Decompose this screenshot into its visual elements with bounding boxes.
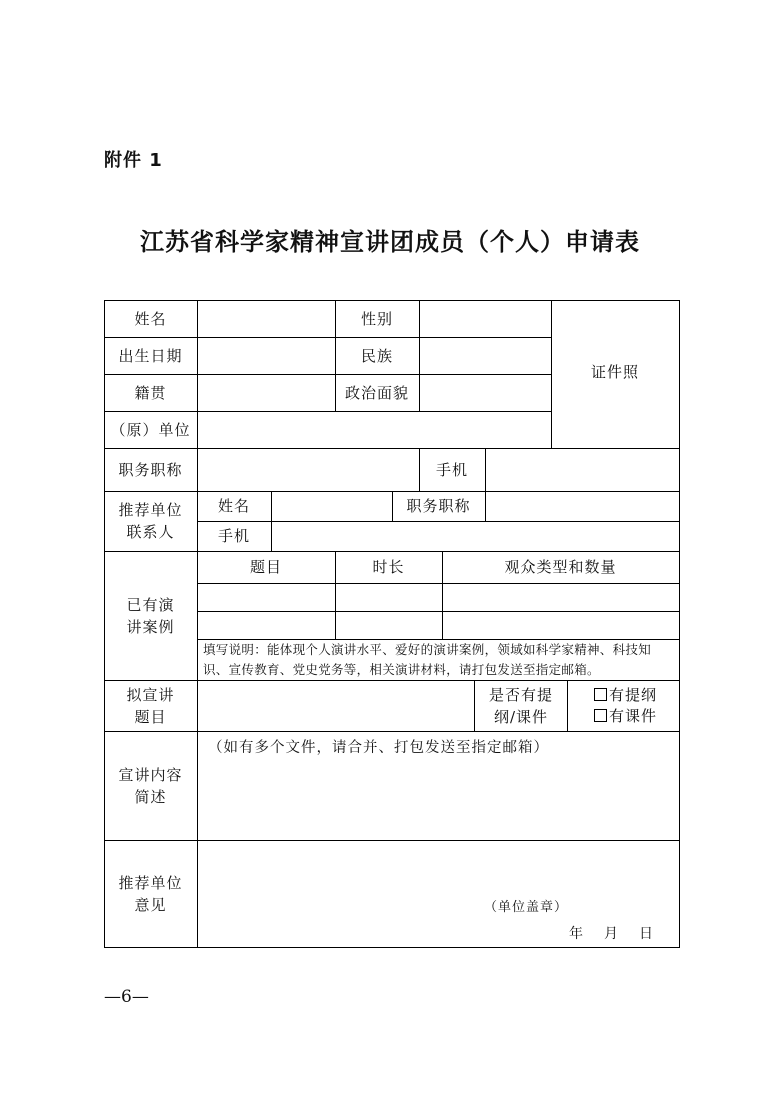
cases-col-audience: 观众类型和数量 bbox=[504, 558, 617, 576]
cases-col-topic: 题目 bbox=[249, 558, 282, 576]
contact-mobile-field[interactable] bbox=[271, 521, 679, 551]
mobile-label: 手机 bbox=[435, 460, 468, 479]
case-2-audience-field[interactable] bbox=[442, 611, 679, 639]
name-label: 姓名 bbox=[134, 309, 167, 328]
native-place-field[interactable] bbox=[197, 374, 335, 411]
proposed-topic-field[interactable] bbox=[197, 680, 474, 731]
gender-field[interactable] bbox=[419, 300, 551, 337]
name-field[interactable] bbox=[197, 300, 335, 337]
contact-title-label: 职务职称 bbox=[406, 497, 471, 515]
option-outline-label: 有提纲 bbox=[609, 685, 658, 704]
job-title-label: 职务职称 bbox=[118, 460, 183, 479]
date-month-label: 月 bbox=[604, 926, 618, 942]
case-2-duration-field[interactable] bbox=[335, 611, 442, 639]
option-outline[interactable] bbox=[594, 685, 657, 706]
table-border-right bbox=[679, 300, 680, 948]
date-day-label: 日 bbox=[639, 926, 653, 942]
mobile-field[interactable] bbox=[485, 448, 679, 491]
case-1-topic-field[interactable] bbox=[197, 583, 335, 611]
contact-name-field[interactable] bbox=[271, 491, 392, 521]
cases-col-duration: 时长 bbox=[372, 558, 405, 576]
table-border-bottom bbox=[104, 947, 680, 948]
contact-person-label: 推荐单位联系人 bbox=[118, 501, 183, 541]
checkbox-outline[interactable] bbox=[594, 688, 607, 701]
outline-question-label: 是否有提纲/课件 bbox=[488, 685, 553, 726]
ethnicity-field[interactable] bbox=[419, 337, 551, 374]
job-title-field[interactable] bbox=[197, 448, 419, 491]
political-status-label: 政治面貌 bbox=[344, 383, 409, 402]
unit-field[interactable] bbox=[197, 411, 551, 448]
recommender-opinion-label: 推荐单位意见 bbox=[118, 873, 183, 914]
grid-line bbox=[474, 680, 475, 731]
option-slides[interactable] bbox=[594, 706, 657, 727]
birth-date-label: 出生日期 bbox=[118, 346, 183, 365]
recommender-opinion-field[interactable] bbox=[197, 840, 679, 890]
cases-label: 已有演讲案例 bbox=[126, 595, 175, 636]
attachment-label: 附件 1 bbox=[104, 150, 163, 171]
outline-options bbox=[567, 680, 679, 731]
grid-line bbox=[104, 731, 680, 732]
page-title: 江苏省科学家精神宣讲团成员（个人）申请表 bbox=[140, 227, 640, 256]
cases-instruction-note: 填写说明：能体现个人演讲水平、爱好的演讲案例，领域如科学家精神、科技知识、宣传教育、党史党务等，相关演讲材料，请打包发送至指定邮箱。 bbox=[203, 642, 652, 677]
political-status-field[interactable] bbox=[419, 374, 551, 411]
gender-label: 性别 bbox=[360, 309, 393, 328]
unit-stamp-label: （单位盖章） bbox=[484, 900, 569, 915]
option-slides-label: 有课件 bbox=[609, 706, 658, 725]
contact-title-field[interactable] bbox=[485, 491, 679, 521]
date-year-label: 年 bbox=[569, 926, 583, 942]
case-1-duration-field[interactable] bbox=[335, 583, 442, 611]
contact-name-label: 姓名 bbox=[217, 497, 250, 515]
native-place-label: 籍贯 bbox=[134, 383, 167, 402]
photo-slot[interactable] bbox=[551, 300, 679, 448]
photo-label: 证件照 bbox=[590, 363, 639, 381]
birth-date-field[interactable] bbox=[197, 337, 335, 374]
case-2-topic-field[interactable] bbox=[197, 611, 335, 639]
page-number: —6— bbox=[104, 987, 149, 1007]
application-form-table bbox=[104, 300, 680, 948]
content-brief-field[interactable] bbox=[197, 758, 679, 840]
unit-label: （原）单位 bbox=[110, 420, 191, 439]
case-1-audience-field[interactable] bbox=[442, 583, 679, 611]
content-brief-hint: （如有多个文件，请合并、打包发送至指定邮箱） bbox=[208, 740, 549, 756]
checkbox-slides[interactable] bbox=[594, 709, 607, 722]
content-brief-label: 宣讲内容简述 bbox=[118, 765, 183, 806]
contact-mobile-label: 手机 bbox=[217, 527, 250, 545]
ethnicity-label: 民族 bbox=[360, 346, 393, 365]
proposed-topic-label: 拟宣讲题目 bbox=[126, 685, 175, 726]
